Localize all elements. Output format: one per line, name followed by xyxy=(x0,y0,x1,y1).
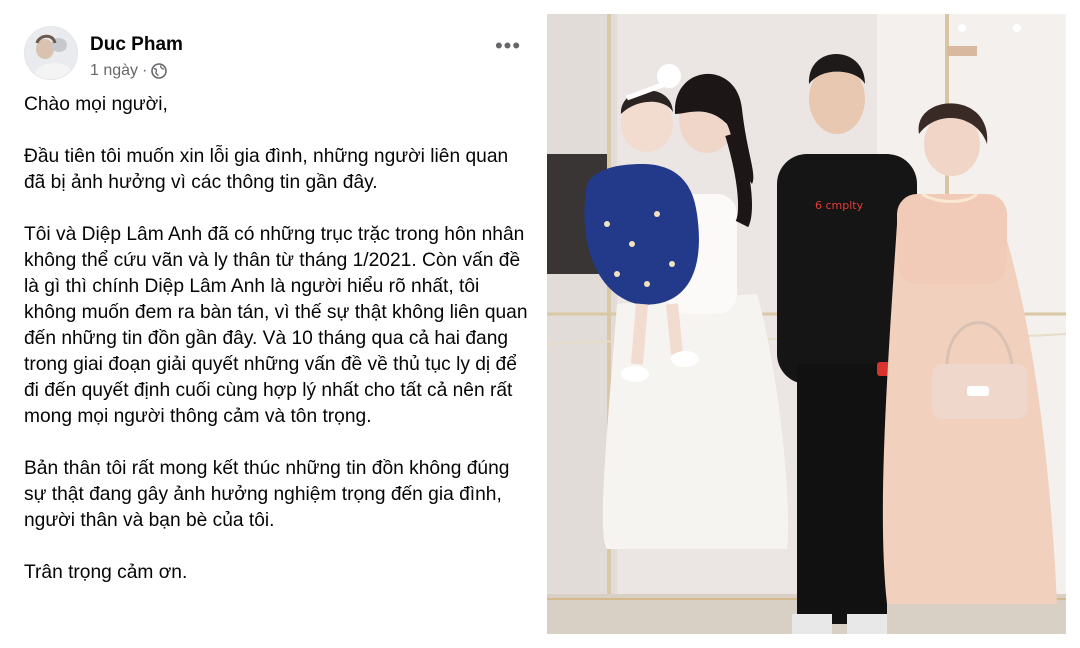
more-options-button[interactable]: ••• xyxy=(494,33,522,58)
author-avatar[interactable] xyxy=(24,26,78,80)
post-paragraph: Đầu tiên tôi muốn xin lỗi gia đình, những người liên quan đã bị ảnh hưởng vì các thông tin gần đây. xyxy=(24,146,509,193)
post-photo[interactable] xyxy=(547,14,1066,634)
post-paragraph: Tôi và Diệp Lâm Anh đã có những trục trặc trong hôn nhân không thể cứu vãn và ly thân từ tháng 1/2021. Còn vấn đề là gì thì chính Diệp Lâm Anh là người hiểu rõ nhất, tôi không muốn đem ra bàn tán, vì thế sự thật không liên quan đến những tin đồn gần đây. Và 10 tháng qua cả hai đang trong giai đoạn giải quyết những vấn đề về thủ tục ly dị để đi đến quyết định cuối cùng hợp lý nhất cho tất cả nên rất mong mọi người thông cảm và tôn trọng. xyxy=(24,224,528,427)
post-time[interactable]: 1 ngày xyxy=(90,62,139,79)
avatar-image xyxy=(25,27,77,79)
post-paragraph: Trân trọng cảm ơn. xyxy=(24,562,188,583)
globe-icon[interactable] xyxy=(151,63,167,79)
post-text xyxy=(24,92,534,612)
family-photo-illustration xyxy=(547,14,1066,634)
post-paragraph: Bản thân tôi rất mong kết thúc những tin đồn không đúng sự thật đang gây ảnh hưởng nghiệm trọng đến gia đình, người thân và bạn bè của tôi. xyxy=(24,458,510,531)
author-name[interactable]: Duc Pham xyxy=(90,34,183,55)
shirt-text: 6 cmplty xyxy=(815,199,864,212)
post-header xyxy=(24,24,534,84)
meta-separator: · xyxy=(142,62,148,79)
post-meta xyxy=(90,62,167,80)
post-paragraph: Chào mọi người, xyxy=(24,94,168,115)
